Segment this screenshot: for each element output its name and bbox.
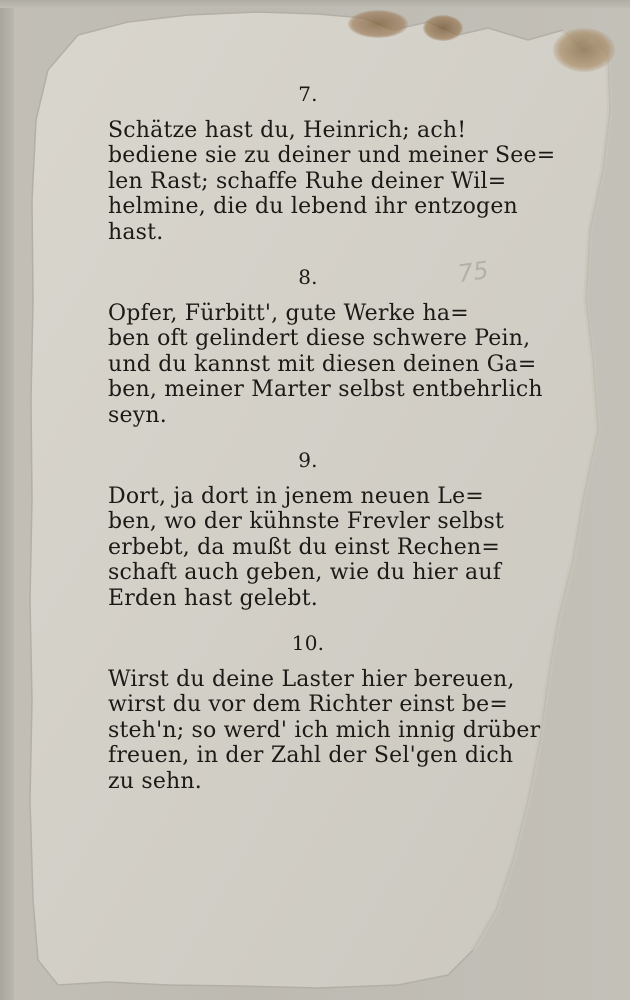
text-line: Opfer, Fürbitt', gute Werke ha= <box>108 300 469 326</box>
text-line: schaft auch geben, wie du hier auf <box>108 560 502 585</box>
text-line: Dort, ja dort in jenem neuen Le= <box>108 483 484 509</box>
ink-stain-corner <box>553 28 615 72</box>
stanza-number: 9. <box>298 448 318 472</box>
text-line: ben, meiner Marter selbst entbehrlich <box>108 377 543 402</box>
text-line: erbebt, da mußt du einst Rechen= <box>108 534 500 560</box>
text-line: ben oft gelindert diese schwere Pein, <box>108 326 531 351</box>
text-line: Wirst du deine Laster hier bereuen, <box>108 666 515 692</box>
ink-stain-top <box>348 10 408 38</box>
stanza-number: 10. <box>291 631 325 655</box>
worn-page <box>18 0 630 1000</box>
text-line: und du kannst mit diesen deinen Ga= <box>108 351 537 377</box>
stanza-7 <box>108 117 556 246</box>
poem-text <box>108 82 556 814</box>
text-line: Schätze hast du, Heinrich; ach! <box>108 117 467 143</box>
text-line: hast. <box>108 219 164 245</box>
text-line: ben, wo der kühnste Frevler selbst <box>108 509 505 534</box>
text-line: freuen, in der Zahl der Sel'gen dich <box>108 743 514 768</box>
pencil-note: 75 <box>456 256 491 288</box>
text-line: wirst du vor dem Richter einst be= <box>108 692 509 717</box>
text-line: len Rast; schaffe Ruhe deiner Wil= <box>108 168 507 194</box>
text-line: bediene sie zu deiner und meiner See= <box>108 143 556 168</box>
stanza-10 <box>108 666 541 795</box>
stanza-number: 8. <box>298 265 318 289</box>
ink-stain-top-right <box>423 15 463 41</box>
stanza-8 <box>108 300 543 429</box>
text-line: Erden hast gelebt. <box>108 585 318 611</box>
text-line: seyn. <box>108 402 167 428</box>
text-line: zu sehn. <box>108 768 202 794</box>
left-margin-edge <box>0 0 14 1000</box>
text-line: helmine, die du lebend ihr entzogen <box>108 194 518 219</box>
stanza-number: 7. <box>298 82 318 106</box>
stanza-9 <box>108 484 508 612</box>
text-line: steh'n; so werd' ich mich innig drüber <box>108 717 541 743</box>
